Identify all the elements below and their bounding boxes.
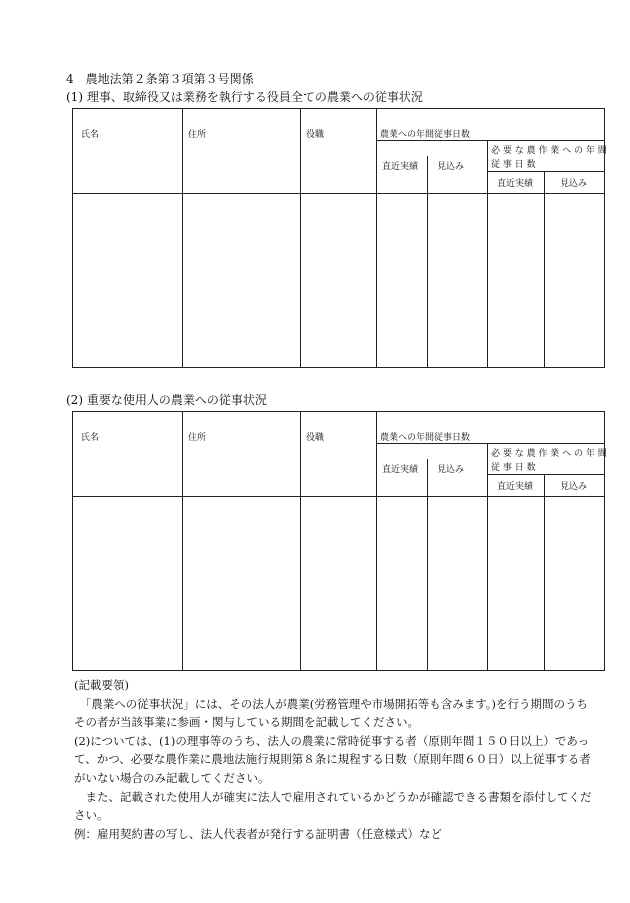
header-address: 住所 bbox=[188, 433, 207, 443]
instructions bbox=[74, 676, 594, 843]
header-recent: 直近実績 bbox=[382, 465, 419, 475]
table1-caption: (1) 理事、取締役又は業務を執行する役員全ての農業への従事状況 bbox=[66, 90, 423, 104]
header-required-line1: 必 要 な 農 作 業 へ の 年 間 bbox=[491, 449, 607, 459]
table2-caption: (2) 重要な使用人の農業への従事状況 bbox=[66, 393, 267, 407]
header-position: 役職 bbox=[306, 130, 325, 140]
header-position: 役職 bbox=[306, 433, 325, 443]
instructions-paragraph-3: また、記載された使用人が確実に法人で雇用されているかどうかが確認できる書類を添付してください。 bbox=[74, 789, 592, 823]
header-annual-days: 農業への年間従事日数 bbox=[380, 130, 471, 140]
header-req-recent: 直近実績 bbox=[497, 482, 534, 492]
instructions-title: (記載要領) bbox=[74, 678, 129, 692]
section-heading: 4 農地法第２条第３項第３号関係 bbox=[66, 72, 254, 86]
header-required-line2: 従 事 日 数 bbox=[491, 160, 536, 170]
header-req-recent: 直近実績 bbox=[497, 179, 534, 189]
header-req-forecast: 見込み bbox=[560, 482, 588, 492]
header-required-line2: 従 事 日 数 bbox=[491, 463, 536, 473]
header-annual-days: 農業への年間従事日数 bbox=[380, 433, 471, 443]
instructions-paragraph-2: (2)については、(1)の理事等のうち、法人の農業に常時従事する者（原則年間１５０日以上）であって、かつ、必要な農作業に農地法施行規則第８条に規程する日数（原則年間６０日）以上従事する者がいない場合のみ記載してください。 bbox=[74, 733, 591, 785]
instructions-paragraph-1: 「農業への従事状況」には、その法人が農業(労務管理や市場開拓等も含みます。)を行う期間のうちその者が当該事業に参画・関与している期間を記載してください。 bbox=[74, 696, 589, 730]
header-address: 住所 bbox=[188, 130, 207, 140]
instructions-example: 例：雇用契約書の写し、法人代表者が発行する証明書（任意様式）など bbox=[74, 826, 442, 841]
header-name: 氏名 bbox=[81, 433, 100, 443]
header-req-forecast: 見込み bbox=[560, 179, 588, 189]
table1 bbox=[72, 108, 605, 368]
header-forecast: 見込み bbox=[437, 162, 465, 172]
header-forecast: 見込み bbox=[437, 465, 465, 475]
header-recent: 直近実績 bbox=[382, 162, 419, 172]
table2 bbox=[72, 411, 605, 671]
header-name: 氏名 bbox=[81, 130, 100, 140]
header-required-line1: 必 要 な 農 作 業 へ の 年 間 bbox=[491, 146, 607, 156]
